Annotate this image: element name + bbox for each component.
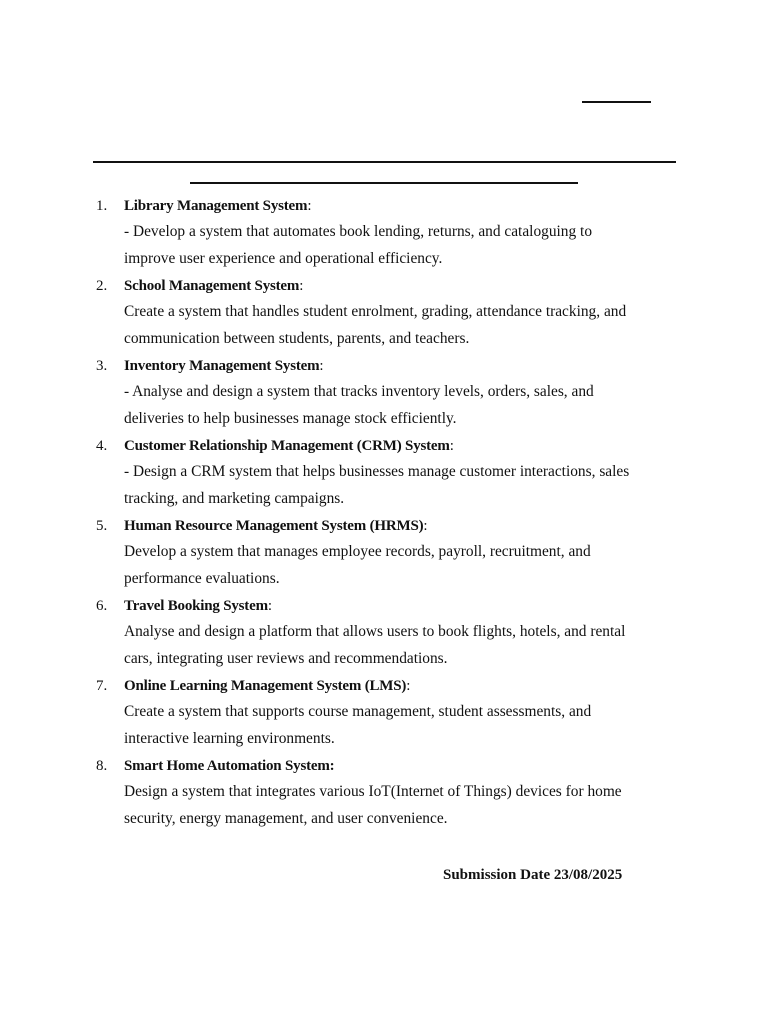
item-number: 6. — [96, 598, 108, 614]
item-title: Travel Booking System: — [124, 598, 272, 614]
top-short-rule — [582, 101, 651, 103]
item-description: Analyse and design a platform that allows users to book flights, hotels, and rental cars, integrating user reviews and recommendations. — [124, 623, 626, 667]
item-title: Online Learning Management System (LMS): — [124, 678, 411, 694]
item-number: 5. — [96, 518, 108, 534]
item-title: Smart Home Automation System: — [124, 758, 335, 774]
item-number: 1. — [96, 198, 108, 214]
item-number: 2. — [96, 278, 108, 294]
item-title: Library Management System: — [124, 198, 312, 214]
item-description: - Develop a system that automates book lending, returns, and cataloguing to improve user experience and operational efficiency. — [124, 223, 593, 267]
submission-date: Submission Date 23/08/2025 — [443, 867, 623, 883]
item-title: Inventory Management System: — [124, 358, 324, 374]
item-description: Create a system that handles student enrolment, grading, attendance tracking, and communication between students, parents, and teachers. — [124, 303, 627, 347]
item-description: - Design a CRM system that helps businesses manage customer interactions, sales tracking, and marketing campaigns. — [124, 463, 630, 507]
item-number: 3. — [96, 358, 108, 374]
item-description: Create a system that supports course management, student assessments, and interactive learning environments. — [124, 703, 592, 747]
item-number: 4. — [96, 438, 108, 454]
item-title: Customer Relationship Management (CRM) System: — [124, 438, 454, 454]
subheader-rule — [190, 182, 578, 184]
item-description: - Analyse and design a system that tracks inventory levels, orders, sales, and deliveries to help businesses manage stock efficiently. — [124, 383, 594, 427]
item-description: Design a system that integrates various IoT(Internet of Things) devices for home security, energy management, and user convenience. — [124, 783, 622, 827]
item-number: 7. — [96, 678, 108, 694]
item-description: Develop a system that manages employee records, payroll, recruitment, and performance evaluations. — [124, 543, 591, 587]
item-title: Human Resource Management System (HRMS): — [124, 518, 428, 534]
header-rule — [93, 161, 676, 163]
item-number: 8. — [96, 758, 108, 774]
item-title: School Management System: — [124, 278, 304, 294]
